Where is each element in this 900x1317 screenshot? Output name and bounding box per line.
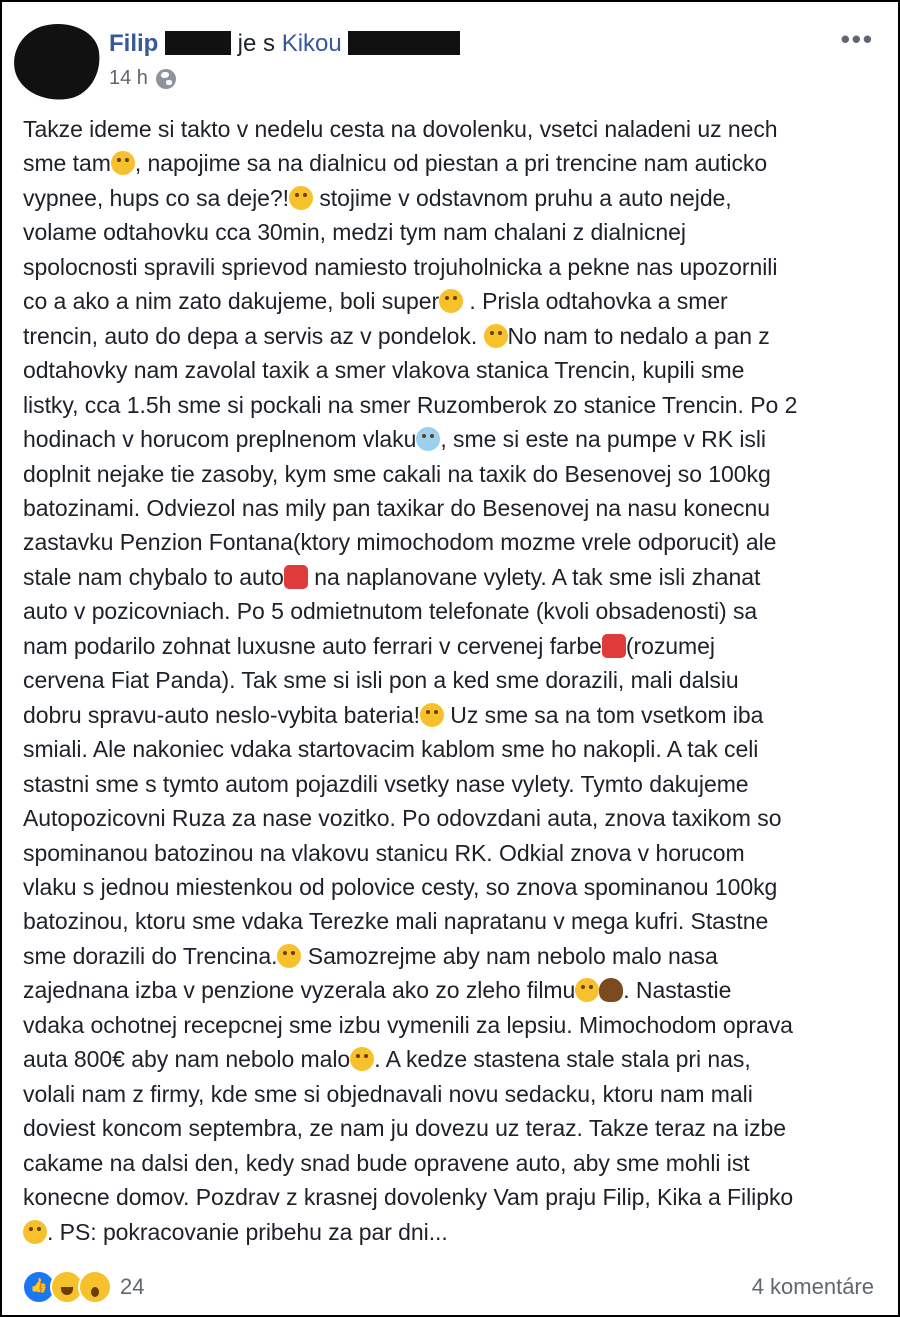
post-text-line: zajednana izba v penzione vyzerala ako zo zleho filmu bbox=[23, 977, 576, 1004]
post-text-line: doviest koncom septembra, ze nam ju dovezu uz teraz. Takze teraz na izbe bbox=[23, 1115, 787, 1142]
post-text-line: . Nastastie bbox=[623, 977, 732, 1004]
post-text-line: auto v pozicovniach. Po 5 odmietnutom telefonate (kvoli obsadenosti) sa bbox=[23, 598, 758, 625]
tired-face-emoji-icon bbox=[484, 324, 508, 348]
post-text-line: vypnee, hups co sa deje?! bbox=[23, 184, 289, 211]
red-car-emoji-icon bbox=[602, 634, 626, 658]
post-text-line: trencin, auto do depa a servis az v pondelok. bbox=[23, 322, 484, 349]
post-text-line: hodinach v horucom preplnenom vlaku bbox=[23, 426, 417, 453]
post-text-line: spolocnosti spravili sprievod namiesto trojuholnicka a pekne nas upozornili bbox=[23, 253, 778, 280]
reaction-count: 24 bbox=[120, 1274, 145, 1299]
post-text-line: spominanou batozinou na vlakovu stanicu RK. Odkial znova v horucom bbox=[23, 839, 745, 866]
post-text-line: Uz sme sa na tom vsetkom iba bbox=[443, 701, 764, 728]
post-text-line: vdaka ochotnej recepcnej sme izbu vymenili za lepsiu. Mimochodom oprava bbox=[23, 1011, 793, 1038]
grin-emoji-icon bbox=[575, 978, 599, 1002]
post-text-line: stojime v odstavnom pruhu a auto nejde, bbox=[313, 184, 732, 211]
post-text-line: dobru spravu-auto neslo-vybita bateria! bbox=[23, 701, 420, 728]
post-text-line: sme tam bbox=[23, 150, 111, 177]
smiling-face-emoji-icon bbox=[23, 1220, 47, 1244]
car-emoji-icon bbox=[284, 565, 308, 589]
post-text-line: smiali. Ale nakoniec vdaka startovacim kablom sme ho nakopli. A tak celi bbox=[23, 736, 759, 763]
astonished-face-emoji-icon bbox=[289, 186, 313, 210]
post-text-line: vlaku s jednou miestenkou od polovice cesty, so znova spominanou 100kg bbox=[23, 873, 778, 900]
post-header bbox=[2, 2, 898, 102]
post-text-line: stastni sme s tymto autom pojazdili vsetky nase vylety. Tymto dakujeme bbox=[23, 770, 749, 797]
with-text: je s bbox=[231, 30, 282, 57]
author-line bbox=[109, 29, 460, 59]
post-time-link[interactable]: 14 h bbox=[109, 67, 148, 89]
globe-icon[interactable] bbox=[156, 69, 176, 89]
post-text bbox=[23, 112, 883, 1249]
post-text-line: Autopozicovni Ruza za nase vozitko. Po odovzdani auta, znova taxikom so bbox=[23, 805, 782, 832]
post-text-line: doplnit nejake tie zasoby, kym sme cakali na taxik do Besenovej so 100kg bbox=[23, 460, 771, 487]
redacted-tagged-surname bbox=[348, 31, 460, 55]
tagged-name-link[interactable]: Kikou bbox=[281, 30, 342, 57]
post-text-line: (rozumej bbox=[625, 632, 715, 659]
post-text-line: volali nam z firmy, kde sme si objednavali novu sedacku, ktoru nam mali bbox=[23, 1080, 753, 1107]
comments-link[interactable]: 4 komentáre bbox=[751, 1274, 874, 1299]
post-text-line: cakame na dalsi den, kedy snad bude opravene auto, aby sme mohli ist bbox=[23, 1149, 750, 1176]
post-text-line: batozinou, ktoru sme vdaka Terezke mali napratanu v mega kufri. Stastne bbox=[23, 908, 769, 935]
laughing-crying-emoji-icon bbox=[350, 1047, 374, 1071]
post-text-line: Samozrejme aby nam nebolo malo nasa bbox=[301, 942, 718, 969]
post-text-line: auta 800€ aby nam nebolo malo bbox=[23, 1046, 351, 1073]
post-text-line: , sme si este na pumpe v RK isli bbox=[440, 426, 766, 453]
post-text-line: odtahovky nam zavolal taxik a smer vlakova stanica Trencin, kupili sme bbox=[23, 357, 745, 384]
post-text-line: stale nam chybalo to auto bbox=[23, 563, 284, 590]
anxious-sweat-emoji-icon bbox=[416, 427, 440, 451]
avatar[interactable] bbox=[9, 18, 105, 105]
post-text-line: . PS: pokracovanie pribehu za par dni... bbox=[47, 1218, 448, 1245]
post-text-line: cervena Fiat Panda). Tak sme si isli pon a ked sme dorazili, mali dalsiu bbox=[23, 667, 739, 694]
laughing-crying-emoji-icon bbox=[420, 703, 444, 727]
wow-reaction-icon bbox=[78, 1270, 112, 1304]
post-text-line: na naplanovane vylety. A tak sme isli zhanat bbox=[307, 563, 761, 590]
post-meta bbox=[109, 67, 176, 90]
post-text-line: . A kedze stastena stale stala pri nas, bbox=[374, 1046, 751, 1073]
post-text-line: Takze ideme si takto v nedelu cesta na dovolenku, vsetci naladeni uz nech bbox=[23, 116, 778, 142]
post-text-line: zastavku Penzion Fontana(ktory mimochodom mozme vrele odporucit) ale bbox=[23, 529, 777, 556]
clapping-hands-emoji-icon bbox=[277, 944, 301, 968]
post-text-line: co a ako a nim zato dakujeme, boli super bbox=[23, 288, 440, 315]
post-text-line: , napojime sa na dialnicu od piestan a pri trencine nam auticko bbox=[134, 150, 768, 177]
post-text-line: No nam to nedalo a pan z bbox=[507, 322, 770, 349]
post-footer bbox=[2, 1262, 898, 1312]
post-text-line: sme dorazili do Trencina. bbox=[23, 942, 278, 969]
post-text-line: . Prisla odtahovka a smer bbox=[463, 288, 728, 315]
post-text-line: volame odtahovku cca 30min, medzi tym nam chalani z dialnicnej bbox=[23, 219, 686, 246]
post-text-line: nam podarilo zohnat luxusne auto ferrari v cervenej farbe bbox=[23, 632, 602, 659]
post-text-line: listky, cca 1.5h sme si pockali na smer Ruzomberok zo stanice Trencin. Po 2 bbox=[23, 391, 798, 418]
more-options-icon[interactable]: ••• bbox=[840, 24, 874, 54]
reactions-summary[interactable] bbox=[22, 1270, 144, 1304]
post-text-line: batozinami. Odviezol nas mily pan taxikar do Besenovej na nasu konecnu bbox=[23, 494, 770, 521]
poop-emoji-icon bbox=[599, 978, 623, 1002]
author-name-link[interactable]: Filip bbox=[109, 30, 159, 57]
grinning-sweat-emoji-icon bbox=[111, 151, 135, 175]
redacted-author-surname bbox=[165, 31, 231, 55]
thumbs-up-emoji-icon bbox=[439, 289, 463, 313]
post-text-line: konecne domov. Pozdrav z krasnej dovolenky Vam praju Filip, Kika a Filipko bbox=[23, 1184, 794, 1211]
